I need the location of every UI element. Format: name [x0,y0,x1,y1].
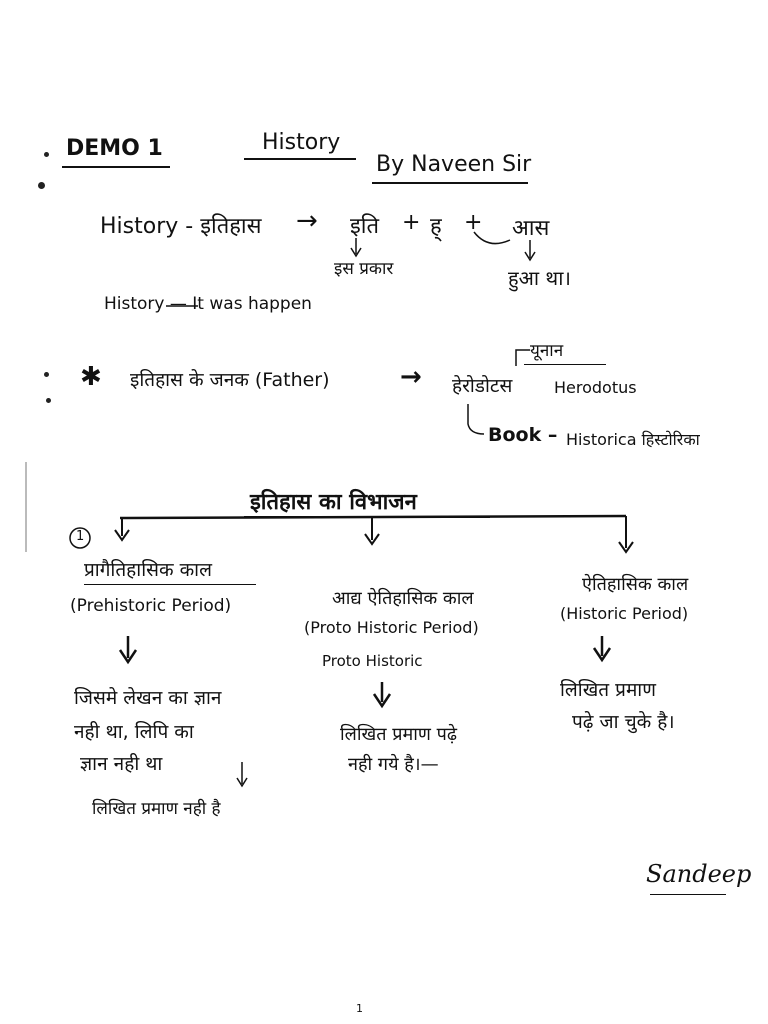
star-icon: ✱ [80,362,102,392]
branch-prehistoric-desc4: लिखित प्रमाण नही है [92,799,221,819]
branch-protohistoric-english: (Proto Historic Period) [304,618,479,637]
signature-underline [650,894,726,895]
etymology-gloss3: हुआ था। [508,266,571,290]
branch-prehistoric-underline [84,584,256,585]
subject-heading: History [262,130,341,155]
origin-greece: यूनान [530,341,564,361]
herodotus-english: Herodotus [554,378,637,397]
branch-prehistoric-desc1: जिसमे लेखन का ज्ञान [74,687,222,709]
branch-protohistoric-alt: Proto Historic [322,652,423,670]
branch-historic-hindi: ऐतिहासिक काल [582,574,689,595]
author-name: By Naveen Sir [376,152,532,177]
demo-heading: DEMO 1 [66,136,163,161]
branch-historic-english: (Historic Period) [560,604,689,623]
branch-protohistoric-desc1: लिखित प्रमाण पढ़े [340,724,457,745]
father-arrow: → [400,362,422,392]
branch-prehistoric-english: (Prehistoric Period) [70,596,232,616]
father-label: इतिहास के जनक (Father) [130,369,330,391]
branch-historic-desc1: लिखित प्रमाण [560,679,656,701]
etymology-gloss1: इस प्रकार [334,259,394,279]
branch-protohistoric-desc2: नही गये है।— [348,754,439,775]
etymology-part1: इति [350,214,380,239]
etymology-plus2: + [464,210,483,235]
book-title: Historica हिस्टोरिका [566,430,700,449]
english-gloss: History — It was happen [104,294,312,314]
signature: Sandeep [646,860,752,888]
circle-number: 1 [76,529,85,544]
branch-protohistoric-hindi: आद्य ऐतिहासिक काल [332,588,474,609]
etymology-part3: आस [512,216,550,241]
branch-historic-desc2: पढ़े जा चुके है। [572,711,675,733]
branch-prehistoric-desc3: ज्ञान नही था [80,753,163,775]
etymology-arrow: → [296,206,318,236]
history-term: History - इतिहास [100,214,262,239]
division-title: इतिहास का विभाजन [250,490,417,515]
herodotus-hindi: हेरोडोटस [452,375,513,397]
branch-prehistoric-desc2: नही था, लिपि का [74,721,194,743]
etymology-part2: ह् [430,214,442,239]
page-number: 1 [356,1002,363,1015]
book-label: Book – [488,424,558,446]
branch-prehistoric-hindi: प्रागैतिहासिक काल [84,559,212,581]
etymology-plus1: + [402,210,421,235]
